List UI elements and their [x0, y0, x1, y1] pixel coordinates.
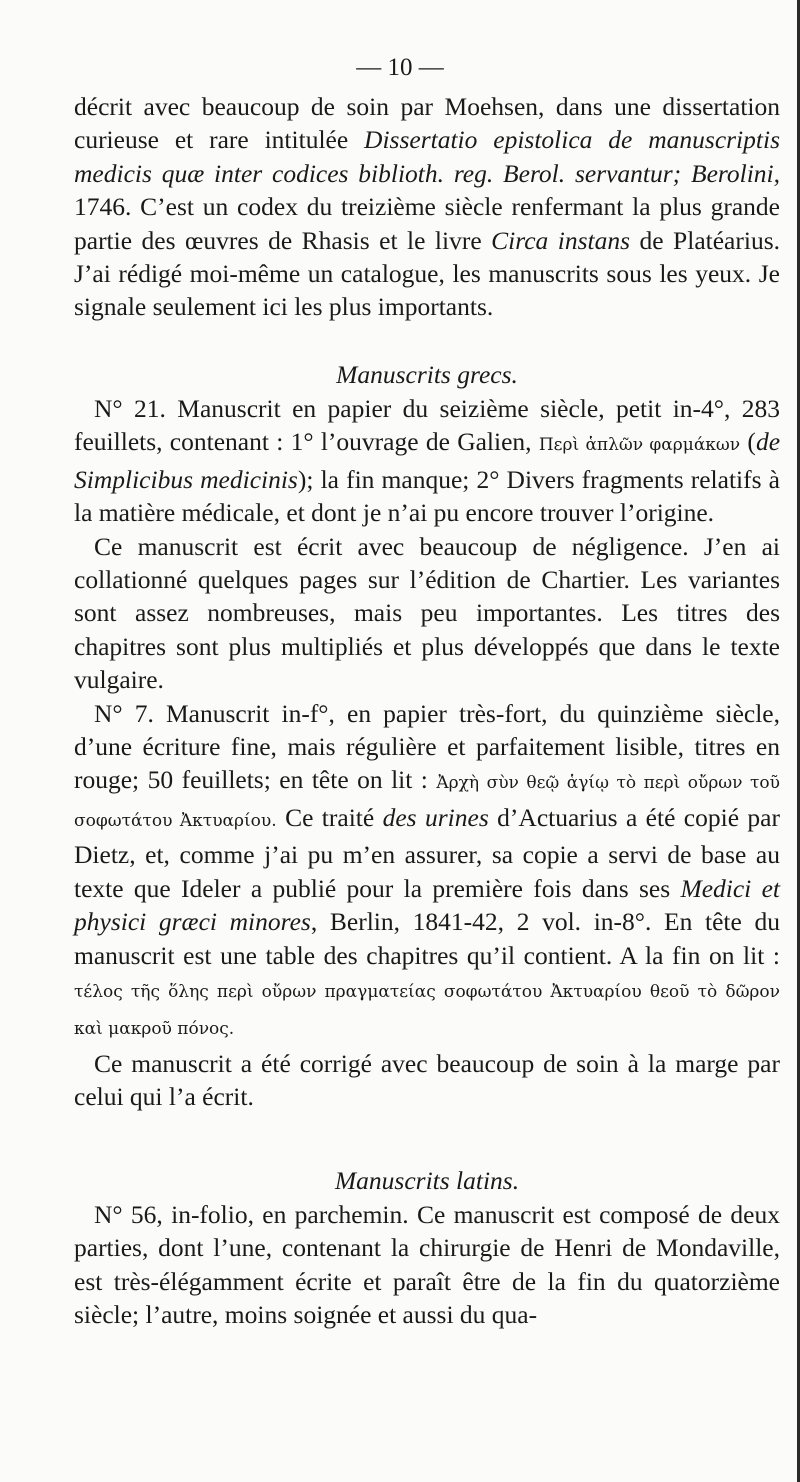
text: décrit avec beaucoup de soin par Moehsen, dans une dissertation curieuse et rare intitulée	[74, 92, 780, 155]
paragraph: Ce manuscrit a été corrigé avec beaucoup de soin à la marge par celui qui l’a écrit.	[74, 1048, 780, 1112]
greek-text: τέλος τῆς ὅλης περὶ οὔρων πραγματείας σοφωτάτου Ἀκτυαρίου θεοῦ τὸ δῶρον καὶ μακροῦ πόνος.	[74, 981, 780, 1040]
greek-text: Ἀρχὴ σὺν θεῷ ἁγίῳ τὸ περὶ οὔρων τοῦ σοφωτάτου Ἀκτυαρίου.	[74, 773, 780, 831]
greek-text: Περὶ ἁπλῶν φαρμάκων	[538, 435, 741, 456]
text: N° 7. Manuscrit in-f°, en papier très-fort, du quinzième siècle, d’une écriture fine, mais régulière et parfaitement lisible, titres en rouge; 50 feuillets; en tête on lit :	[74, 698, 780, 795]
section-greek	[74, 392, 780, 1114]
text-italic: des urines	[382, 802, 489, 832]
text: (	[740, 427, 756, 457]
text: N° 21. Manuscrit en papier du seizième siècle, petit in-4°, 283 feuillets, contenant : 1° l’ouvrage de Galien,	[74, 394, 780, 457]
paragraph: Ce manuscrit est écrit avec beaucoup de négligence. J’en ai collationné quelques pages sur l’édition de Chartier. Les variantes sont assez nombreuses, mais peu importantes. Les titres des chapitres sont plus multipliés et plus développés que dans le texte vulgaire.	[74, 531, 780, 695]
text-italic: de Simplicibus medicinis	[74, 427, 781, 494]
text-italic: Dissertatio epistolica de manuscriptis medicis quæ inter codices biblioth. reg. Berol. servantur; Berolini,	[74, 125, 780, 188]
text: Ce traité	[276, 802, 383, 832]
text: , Berlin, 1841-42, 2 vol. in-8°. En tête du manuscrit est une table des chapitres qu’il contient. A la fin on lit :	[74, 907, 780, 970]
paragraph: N° 56, in-folio, en parchemin. Ce manuscrit est composé de deux parties, dont l’une, contenant la chirurgie de Henri de Mondaville, est très-élégamment écrite et paraît être de la fin du quatorzième siècle; l’autre, moins soignée et aussi du qua-	[74, 1200, 780, 1330]
text-italic: Medici et physici græci minores	[74, 873, 781, 937]
page-number: — 10 —	[356, 54, 444, 81]
heading-manuscrits-grecs: Manuscrits grecs.	[336, 360, 518, 389]
paragraph-moehsen	[74, 90, 780, 324]
text: de Platéarius. J’ai rédigé moi-même un catalogue, les manuscrits sous les yeux. Je signale seulement ici les plus importants.	[74, 225, 780, 322]
heading-manuscrits-latins: Manuscrits latins.	[334, 1166, 520, 1195]
text: ); la fin manque; 2° Divers fragments relatifs à la matière médicale, et dont je n’ai pu encore trouver l’origine.	[74, 464, 780, 528]
text: d’Actuarius a été copié par Dietz, et, comme j’ai pu m’en assurer, sa copie a servi de base au texte que Ideler a publié pour la première fois dans ses	[74, 802, 780, 903]
text-italic: Circa instans	[491, 225, 631, 255]
text: 1746. C’est un codex du treizième siècle renfermant la plus grande partie des œuvres de Rhasis et le livre	[74, 192, 780, 255]
section-latin	[74, 1198, 780, 1332]
